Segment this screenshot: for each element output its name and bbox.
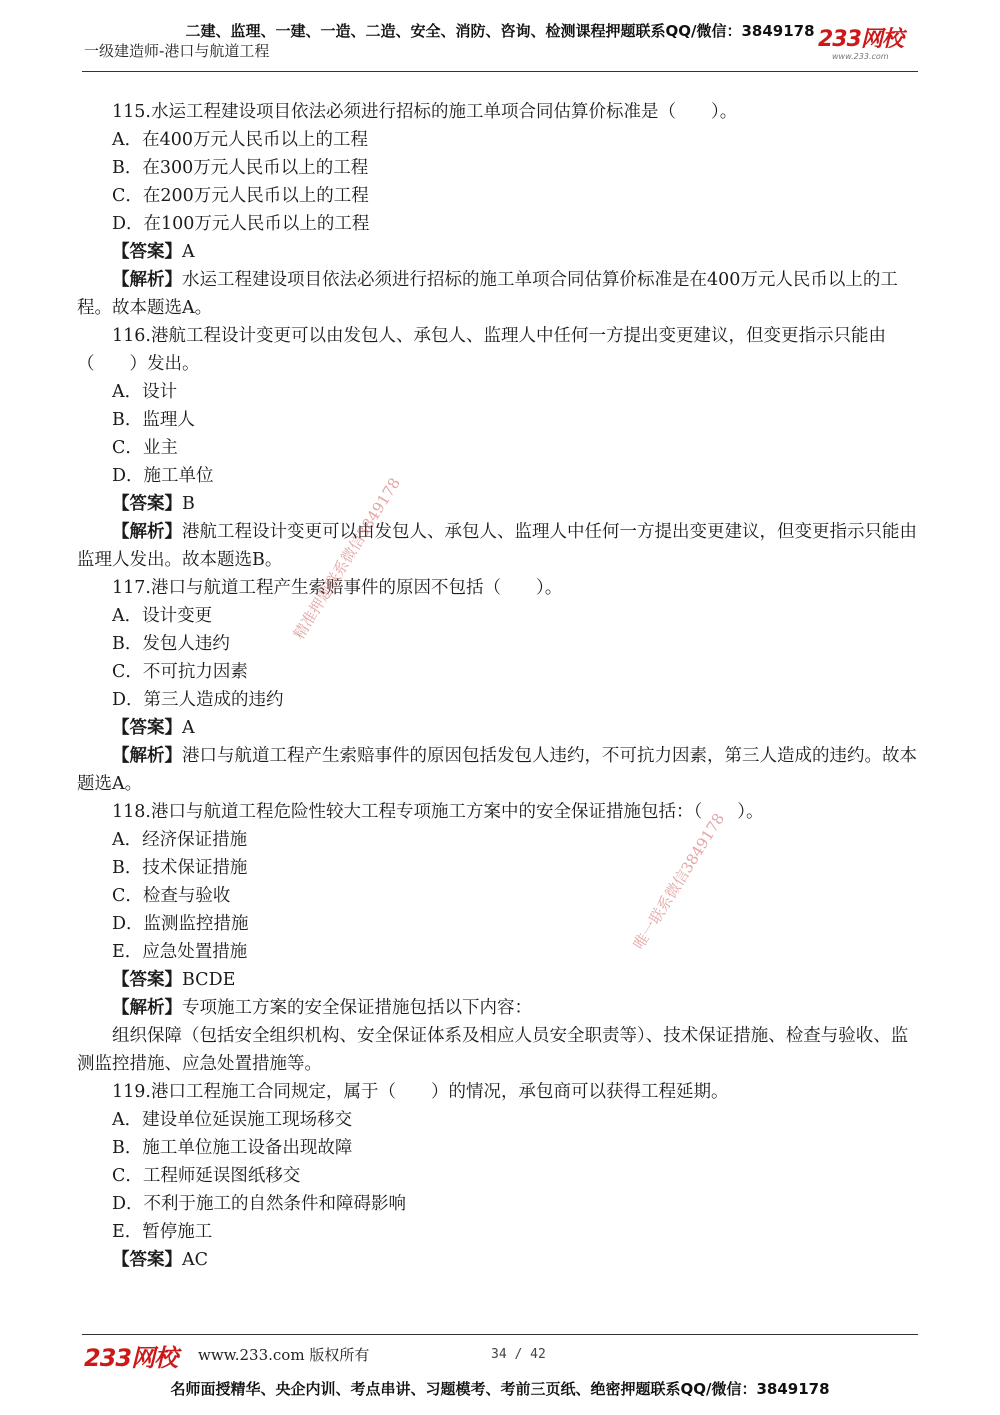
answer-line: [77, 518, 925, 574]
line-text: 118.港口与航道工程危险性较大工程专项施工方案中的安全保证措施包括：（ ）。: [112, 802, 764, 822]
text-line: [77, 798, 925, 826]
brand-logo-url: www.233.com: [832, 52, 889, 61]
text-line: [77, 1218, 925, 1246]
line-text: 专项施工方案的安全保证措施包括以下内容：: [182, 998, 532, 1018]
line-text: C．业主: [112, 438, 178, 458]
text-line: [77, 574, 925, 602]
text-line: [77, 602, 925, 630]
question-content: [77, 98, 925, 1274]
line-text: D．第三人造成的违约: [112, 690, 284, 710]
line-text: C．工程师延误图纸移交: [112, 1166, 301, 1186]
text-line: [77, 434, 925, 462]
line-text: B．在300万元人民币以上的工程: [112, 158, 369, 178]
footer-divider: [82, 1334, 918, 1335]
line-text: B: [182, 494, 195, 514]
line-text: A．设计: [112, 382, 178, 402]
line-text: A．在400万元人民币以上的工程: [112, 130, 369, 150]
answer-line: [77, 490, 925, 518]
line-text: 119.港口工程施工合同规定，属于（ ）的情况，承包商可以获得工程延期。: [112, 1082, 729, 1102]
answer-label: 【解析】: [112, 746, 182, 766]
text-line: [77, 938, 925, 966]
text-line: [77, 882, 925, 910]
answer-label: 【解析】: [112, 998, 182, 1018]
line-text: D．监测监控措施: [112, 914, 249, 934]
line-text: D．不利于施工的自然条件和障碍影响: [112, 1194, 407, 1214]
line-text: A: [182, 718, 195, 738]
line-text: 港口与航道工程产生索赔事件的原因包括发包人违约，不可抗力因素，第三人造成的违约。故本题选A。: [77, 746, 917, 794]
course-title: 一级建造师-港口与航道工程: [84, 42, 270, 60]
line-text: 组织保障（包括安全组织机构、安全保证体系及相应人员安全职责等）、技术保证措施、检查与验收、监测监控措施、应急处置措施等。: [77, 1026, 909, 1074]
text-line: [77, 1162, 925, 1190]
answer-label: 【答案】: [112, 970, 182, 990]
line-text: 115.水运工程建设项目依法必须进行招标的施工单项合同估算价标准是（ ）。: [112, 102, 738, 122]
text-line: [77, 1022, 925, 1078]
answer-label: 【答案】: [112, 242, 182, 262]
text-line: [77, 630, 925, 658]
line-text: A．经济保证措施: [112, 830, 248, 850]
header-divider: [82, 71, 918, 72]
answer-line: [77, 994, 925, 1022]
text-line: [77, 1106, 925, 1134]
line-text: B．发包人违约: [112, 634, 230, 654]
text-line: [77, 154, 925, 182]
line-text: A．设计变更: [112, 606, 213, 626]
text-line: [77, 826, 925, 854]
text-line: [77, 658, 925, 686]
watermark: 唯一联系微信3849178: [629, 810, 729, 953]
line-text: BCDE: [182, 970, 236, 990]
text-line: [77, 126, 925, 154]
brand-logo-text: 233网校: [818, 27, 903, 52]
text-line: [77, 462, 925, 490]
text-line: [77, 1078, 925, 1106]
line-text: 水运工程建设项目依法必须进行招标的施工单项合同估算价标准是在400万元人民币以上的工程。故本题选A。: [77, 270, 898, 318]
line-text: C．不可抗力因素: [112, 662, 248, 682]
answer-line: [77, 966, 925, 994]
text-line: [77, 322, 925, 378]
answer-label: 【解析】: [112, 270, 182, 290]
line-text: B．技术保证措施: [112, 858, 248, 878]
line-text: A: [182, 242, 195, 262]
text-line: [77, 378, 925, 406]
text-line: [77, 406, 925, 434]
answer-line: [77, 1246, 925, 1274]
watermark: 精准押题联系微信3849178: [289, 474, 404, 643]
top-contact-banner: 二建、监理、一建、一造、二造、安全、消防、咨询、检测课程押题联系QQ/微信：3849178: [185, 22, 815, 40]
answer-line: [77, 238, 925, 266]
text-line: [77, 98, 925, 126]
line-text: 港航工程设计变更可以由发包人、承包人、监理人中任何一方提出变更建议，但变更指示只能由监理人发出。故本题选B。: [77, 522, 917, 570]
line-text: B．监理人: [112, 410, 195, 430]
answer-line: [77, 714, 925, 742]
answer-label: 【答案】: [112, 1250, 182, 1270]
line-text: 117.港口与航道工程产生索赔事件的原因不包括（ ）。: [112, 578, 563, 598]
line-text: C．检查与验收: [112, 886, 231, 906]
footer-logo[interactable]: 233网校: [84, 1344, 178, 1372]
answer-line: [77, 266, 925, 322]
footer-copyright: www.233.com 版权所有: [198, 1346, 370, 1364]
text-line: [77, 182, 925, 210]
line-text: A．建设单位延误施工现场移交: [112, 1110, 353, 1130]
text-line: [77, 1134, 925, 1162]
line-text: E．暂停施工: [112, 1222, 213, 1242]
page-number: 34 / 42: [491, 1347, 546, 1362]
line-text: AC: [182, 1250, 209, 1270]
line-text: D．在100万元人民币以上的工程: [112, 214, 370, 234]
bottom-contact-banner: 名师面授精华、央企内训、考点串讲、习题模考、考前三页纸、绝密押题联系QQ/微信：3849178: [170, 1380, 830, 1398]
text-line: [77, 210, 925, 238]
answer-label: 【答案】: [112, 494, 182, 514]
line-text: 116.港航工程设计变更可以由发包人、承包人、监理人中任何一方提出变更建议，但变更指示只能由（ ）发出。: [77, 326, 886, 374]
text-line: [77, 1190, 925, 1218]
line-text: B．施工单位施工设备出现故障: [112, 1138, 353, 1158]
line-text: E．应急处置措施: [112, 942, 248, 962]
line-text: C．在200万元人民币以上的工程: [112, 186, 369, 206]
answer-line: [77, 742, 925, 798]
line-text: D．施工单位: [112, 466, 214, 486]
brand-logo[interactable]: [818, 28, 918, 61]
text-line: [77, 686, 925, 714]
text-line: [77, 854, 925, 882]
answer-label: 【解析】: [112, 522, 182, 542]
text-line: [77, 910, 925, 938]
answer-label: 【答案】: [112, 718, 182, 738]
